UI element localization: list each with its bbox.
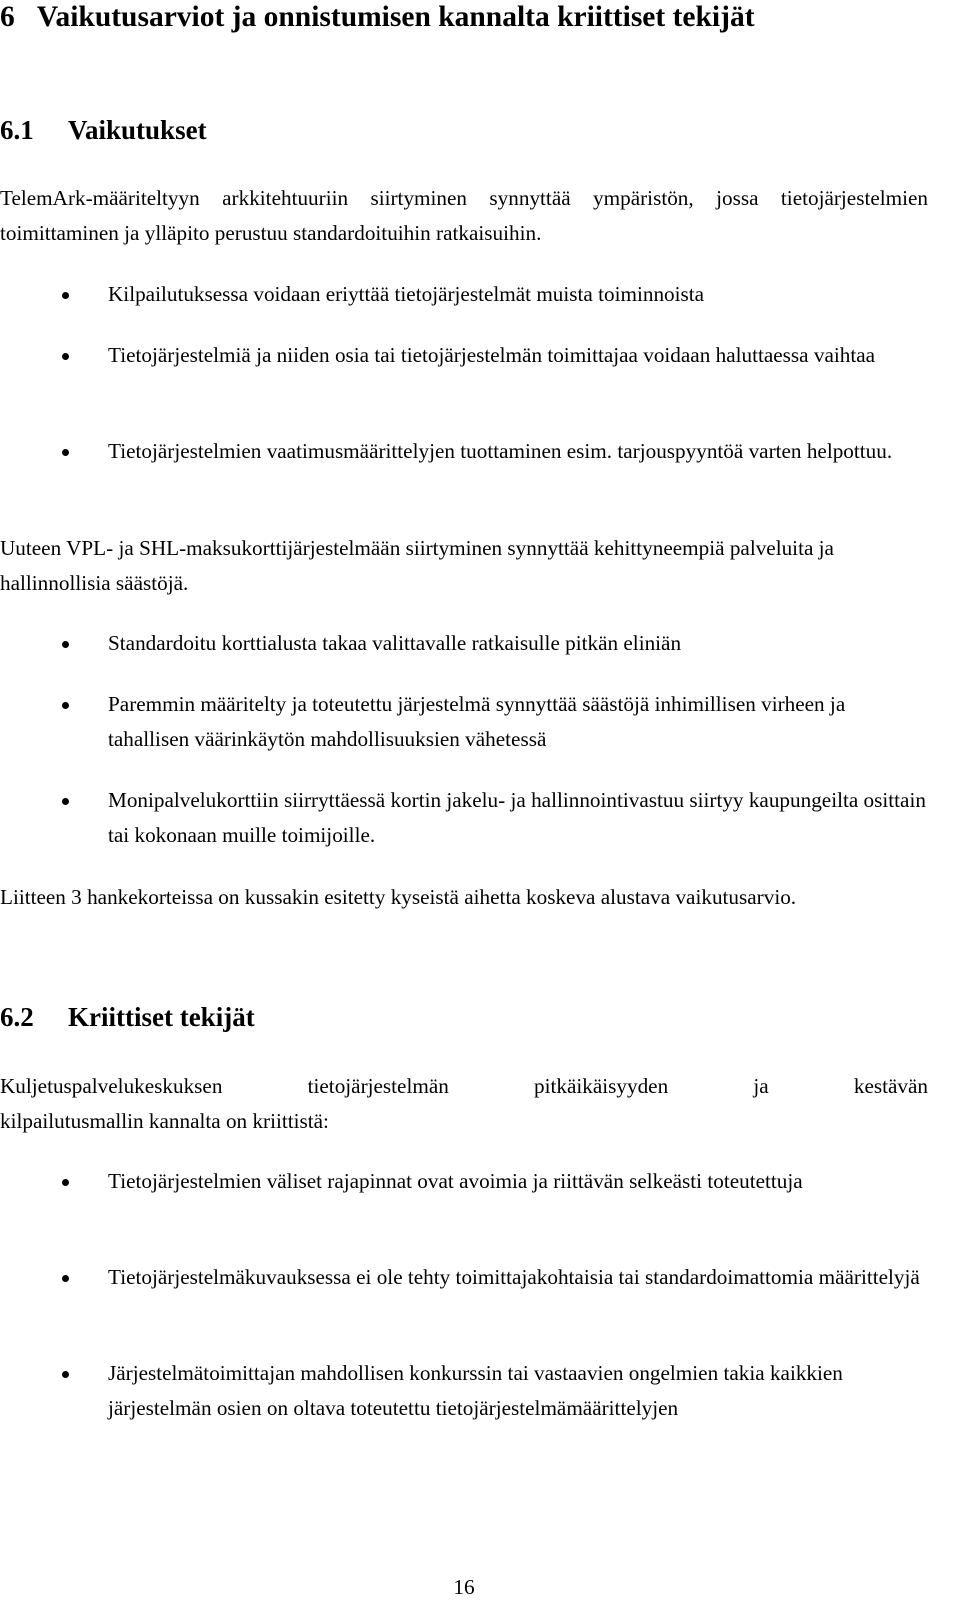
list-item-text: Järjestelmätoimittajan mahdollisen konkurssin tai vastaavien ongelmien takia kaikkien järjestelmän osien on oltava toteutettu tietojärjestelmämäärittelyjen [108,1361,843,1420]
list-item-text: Kilpailutuksessa voidaan eriyttää tietojärjestelmät muista toiminnoista [108,282,705,306]
list-item-text: Monipalvelukorttiin siirryttäessä kortin jakelu- ja hallinnointivastuu siirtyy kaupungeilta osittain tai kokonaan muille toimijoille. [108,788,926,847]
list-item-text: Tietojärjestelmien väliset rajapinnat ovat avoimia ja riittävän selkeästi toteutettuja [108,1169,803,1193]
bullet-icon [62,1179,69,1186]
bullet-icon [62,702,69,709]
section-number: 6.2 [0,1002,34,1032]
bullet-icon [62,353,69,360]
section-heading-kriittiset-tekijat [0,1000,600,1034]
bullet-icon [62,449,69,456]
section-number: 6.1 [0,115,34,145]
list-item-text: Paremmin määritelty ja toteutettu järjestelmä synnyttää säästöjä inhimillisen virheen ja tahallisen väärinkäytön mahdollisuuksien vähetessä [108,692,846,751]
section-heading-vaikutukset [0,113,600,147]
criteria-intro-line-1: Kuljetuspalvelukeskuksen tietojärjestelmän pitkäikäisyyden ja kestävän [0,1074,928,1098]
section-title: Vaikutukset [68,115,207,145]
bullet-icon [62,798,69,805]
intro-paragraph: TelemArk-määriteltyyn arkkitehtuuriin siirtyminen synnyttää ympäristön, jossa tietojärjestelmien toimittaminen ja ylläpito perustuu standardoituihin ratkaisuihin. [0,186,928,245]
section-title: Kriittiset tekijät [68,1002,255,1032]
middle-paragraph: Uuteen VPL- ja SHL-maksukorttijärjestelmään siirtyminen synnyttää kehittyneempiä palveluita ja hallinnollisia säästöjä. [0,536,834,595]
bullet-icon [62,292,69,299]
list-item-text: Tietojärjestelmäkuvauksessa ei ole tehty toimittajakohtaisia tai standardoimattomia määrittelyjä [108,1265,920,1289]
list-item-text: Tietojärjestelmien vaatimusmäärittelyjen tuottaminen esim. tarjouspyyntöä varten helpottuu. [108,439,893,463]
list-item-text: Standardoitu korttialusta takaa valittavalle ratkaisulle pitkän eliniän [108,631,682,655]
criteria-intro-line-2: kilpailutusmallin kannalta on kriittistä: [0,1109,329,1133]
closing-paragraph: Liitteen 3 hankekorteissa on kussakin esitetty kyseistä aihetta koskeva alustava vaikutusarvio. [0,885,797,909]
bullet-icon [62,1371,69,1378]
list-item-text: Tietojärjestelmiä ja niiden osia tai tietojärjestelmän toimittajaa voidaan haluttaessa vaihtaa [108,343,876,367]
bullet-icon [62,641,69,648]
page-number: 16 [453,1575,475,1599]
bullet-icon [62,1275,69,1282]
chapter-title: 6 Vaikutusarviot ja onnistumisen kannalta kriittiset tekijät [0,1,755,33]
